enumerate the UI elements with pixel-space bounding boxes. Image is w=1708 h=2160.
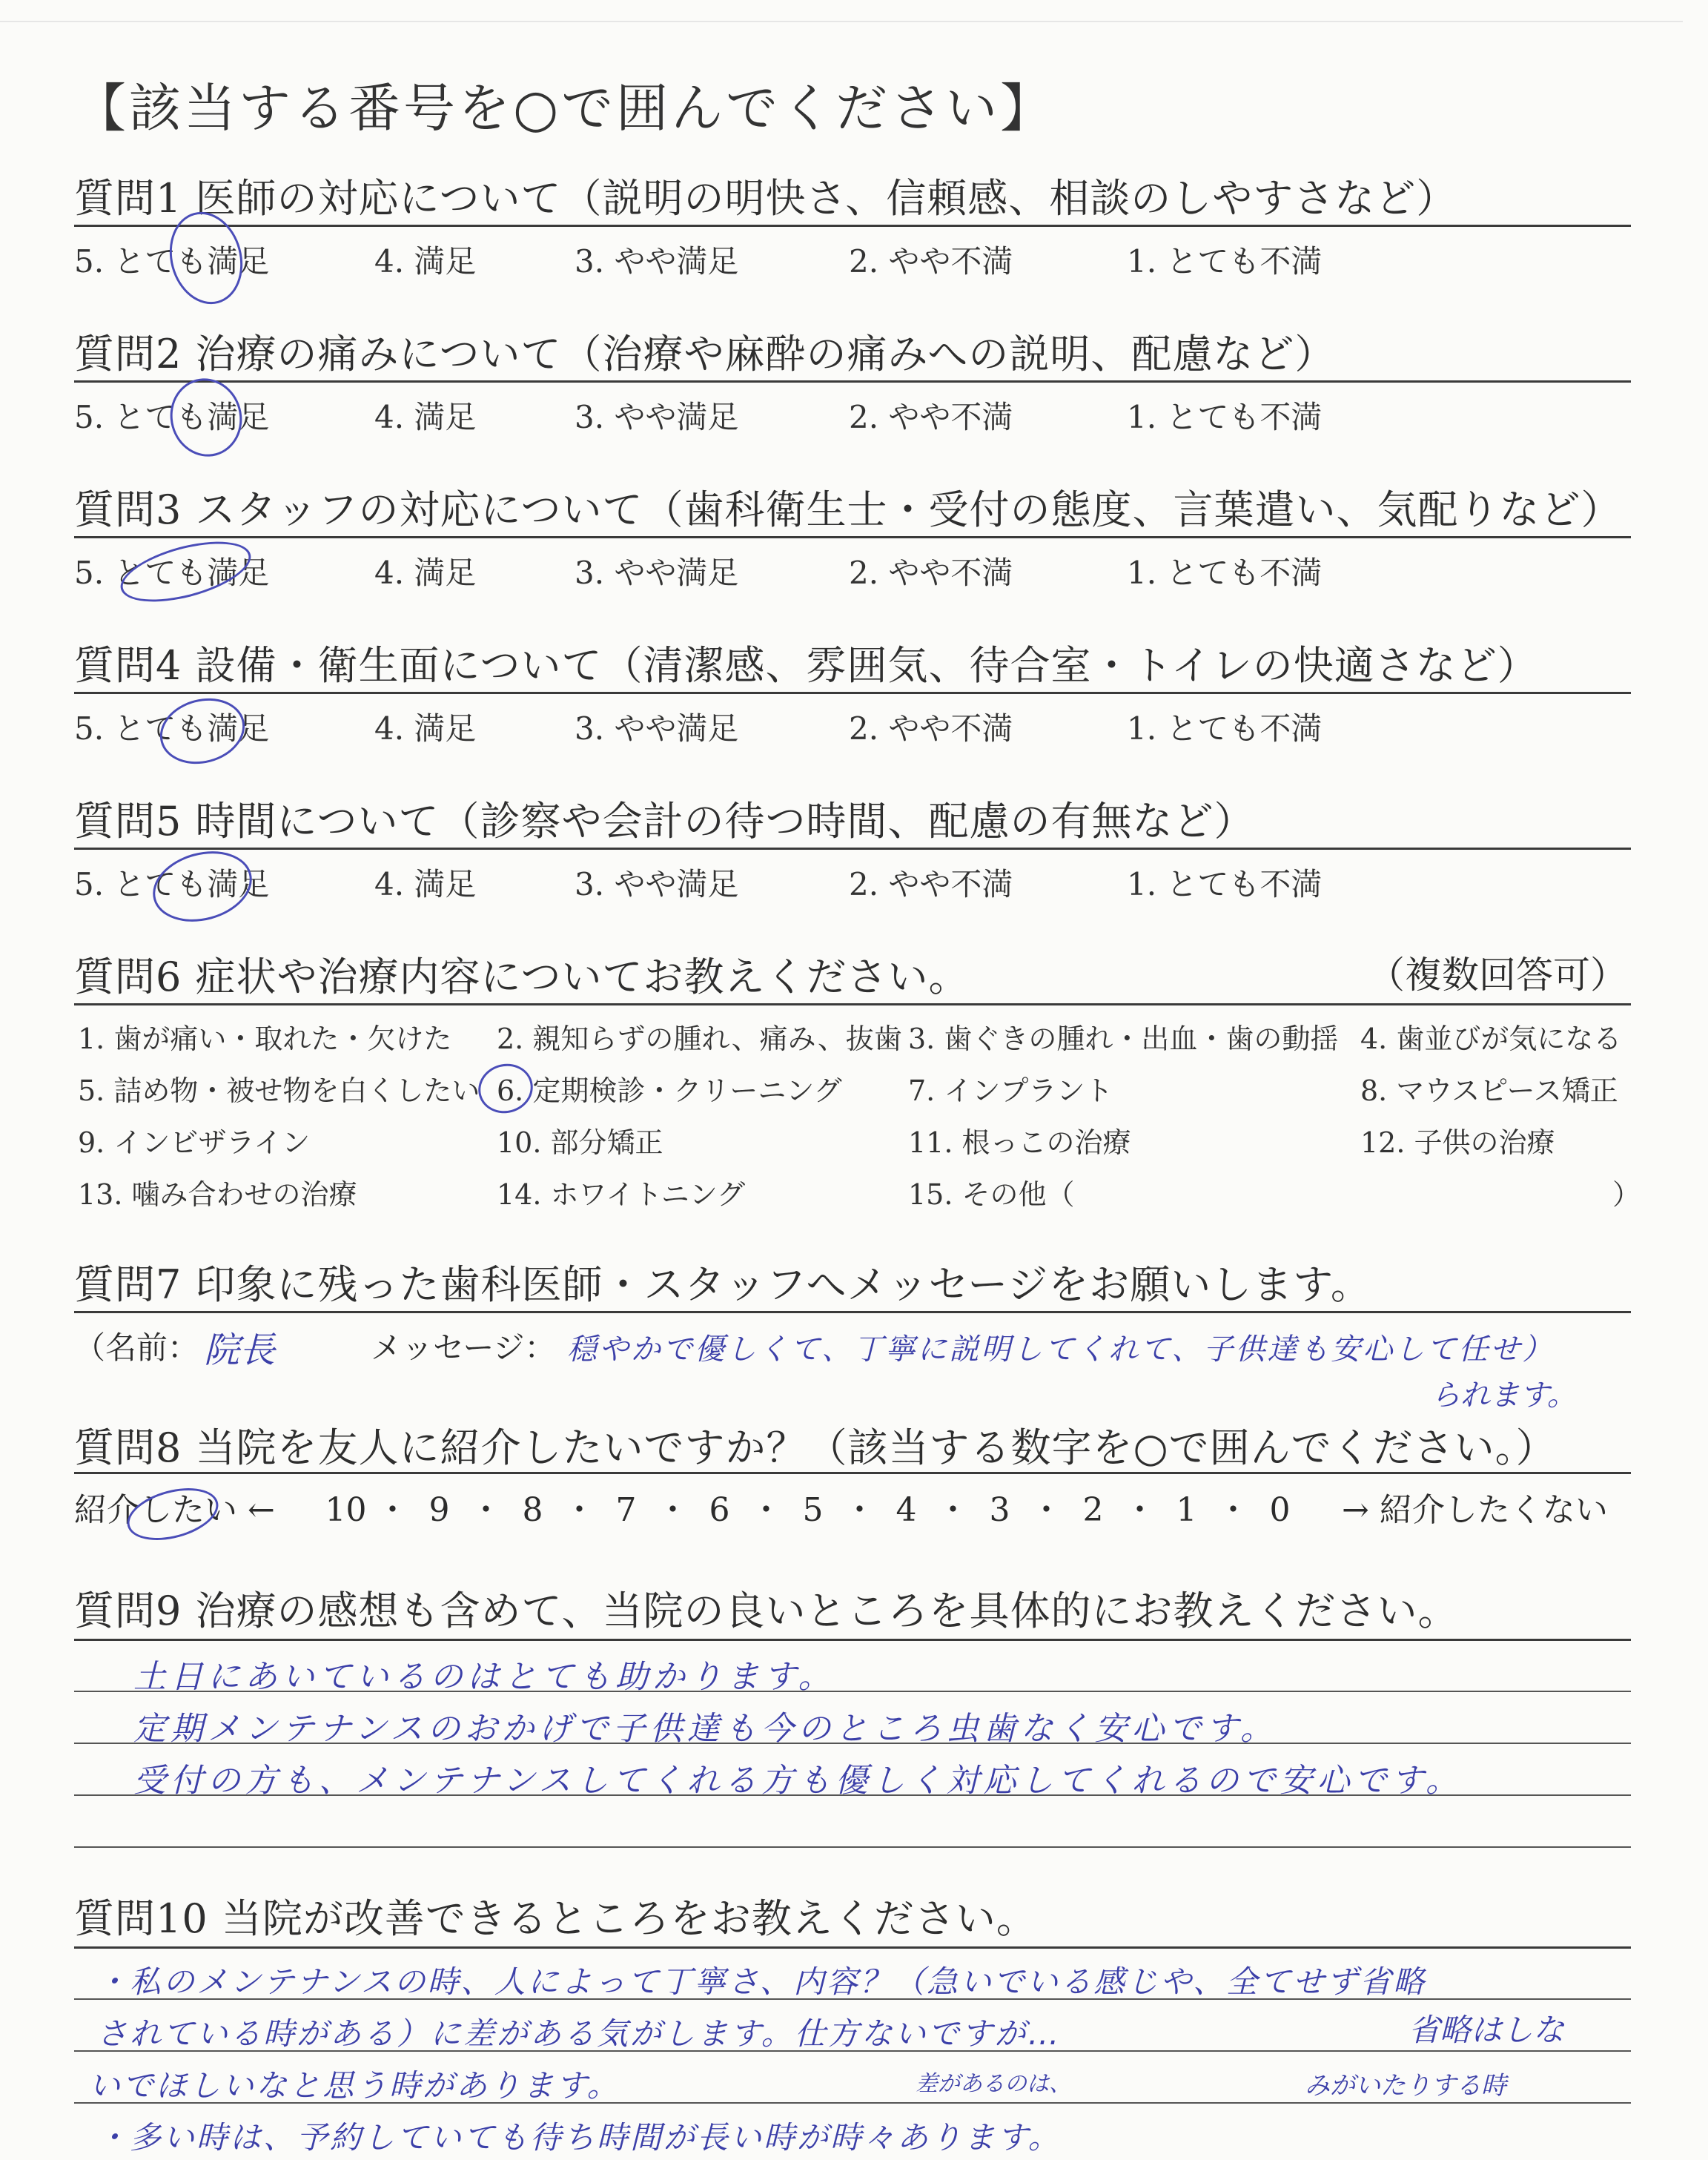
not-recommend-label: → 紹介したくない <box>1342 1491 1608 1529</box>
option-5[interactable]: 5. とても満足 <box>74 243 270 280</box>
scale-separator: ・ <box>749 1491 783 1529</box>
q6-item-15-close-paren: ） <box>1612 1178 1641 1211</box>
question-title: 質問3 スタッフの対応について（歯科衛生士・受付の態度、言葉遣い、気配りなど） <box>74 486 1622 533</box>
recommend-label: 紹介したい ← <box>74 1491 275 1529</box>
q6-item-12[interactable]: 12. 子供の治療 <box>1360 1126 1555 1159</box>
scale-value-9[interactable]: 9 <box>428 1491 450 1529</box>
question-title: 質問6 症状や治療内容についてお教えください。 <box>74 954 970 1000</box>
question-8 <box>74 1416 1631 1550</box>
divider <box>74 692 1631 694</box>
insert-text-3[interactable]: みがいたりする時 <box>1305 2071 1506 2101</box>
option-4[interactable]: 4. 満足 <box>374 866 477 902</box>
answer-line-4[interactable]: ・多い時は、予約していても待ち時間が長い時が時々あります。 <box>96 2119 1062 2156</box>
question-1 <box>74 167 1631 315</box>
insert-text-2[interactable]: 省略はしな <box>1409 2012 1565 2048</box>
option-1[interactable]: 1. とても不満 <box>1127 866 1323 902</box>
scale-value-1[interactable]: 1 <box>1176 1491 1197 1529</box>
q6-item-13[interactable]: 13. 噛み合わせの治療 <box>78 1178 357 1211</box>
selection-circle-mark <box>114 530 256 614</box>
message-line-2[interactable]: られます。 <box>1431 1378 1577 1413</box>
q6-item-5[interactable]: 5. 詰め物・被せ物を白くしたい <box>78 1074 480 1107</box>
divider <box>74 380 1631 383</box>
answer-line-3[interactable]: いでほしいなと思う時があります。 <box>89 2067 620 2104</box>
top-border-line <box>0 21 1683 22</box>
option-2[interactable]: 2. やや不満 <box>849 243 1013 280</box>
question-title: 質問8 当院を友人に紹介したいですか？（該当する数字を○で囲んでください。） <box>74 1424 1557 1471</box>
question-10 <box>74 1887 1631 2154</box>
divider <box>74 1311 1631 1313</box>
message-label: メッセージ： <box>371 1330 556 1366</box>
q6-item-6[interactable]: 6. 定期検診・クリーニング <box>497 1074 842 1107</box>
option-3[interactable]: 3. やや満足 <box>575 866 739 902</box>
option-1[interactable]: 1. とても不満 <box>1127 555 1323 591</box>
q6-item-11[interactable]: 11. 根っこの治療 <box>908 1126 1131 1159</box>
divider <box>74 1946 1631 1949</box>
option-4[interactable]: 4. 満足 <box>374 555 477 591</box>
option-3[interactable]: 3. やや満足 <box>575 243 739 280</box>
selection-circle-mark <box>153 689 252 773</box>
scale-separator: ・ <box>469 1491 503 1529</box>
answer-line-2[interactable]: 定期メンテナンスのおかげで子供達も今のところ虫歯なく安心です。 <box>133 1710 1277 1748</box>
answer-line <box>74 1846 1631 1848</box>
question-4 <box>74 634 1631 782</box>
option-5[interactable]: 5. とても満足 <box>74 399 270 435</box>
q6-item-10[interactable]: 10. 部分矯正 <box>497 1126 663 1159</box>
q6-item-4[interactable]: 4. 歯並びが気になる <box>1360 1023 1622 1055</box>
question-title: 質問4 設備・衛生面について（清潔感、雰囲気、待合室・トイレの快適さなど） <box>74 642 1538 689</box>
scale-separator: ・ <box>563 1491 596 1529</box>
scale-separator: ・ <box>376 1491 409 1529</box>
name-value[interactable]: 院長 <box>204 1330 276 1371</box>
divider <box>74 225 1631 227</box>
option-2[interactable]: 2. やや不満 <box>849 866 1013 902</box>
scale-separator: ・ <box>843 1491 876 1529</box>
scale-separator: ・ <box>936 1491 970 1529</box>
q6-item-2[interactable]: 2. 親知らずの腫れ、痛み、抜歯 <box>497 1023 902 1055</box>
selection-circle-mark <box>145 841 260 932</box>
option-4[interactable]: 4. 満足 <box>374 243 477 280</box>
selection-circle-mark <box>473 1058 539 1120</box>
option-3[interactable]: 3. やや満足 <box>575 710 739 747</box>
q6-item-9[interactable]: 9. インビザライン <box>78 1126 311 1159</box>
name-label: （名前： <box>74 1330 199 1366</box>
option-3[interactable]: 3. やや満足 <box>575 555 739 591</box>
recommend-scale <box>322 1483 1303 1530</box>
option-1[interactable]: 1. とても不満 <box>1127 399 1323 435</box>
selection-circle-mark <box>162 370 251 464</box>
question-title: 質問10 当院が改善できるところをお教えください。 <box>74 1895 1037 1942</box>
divider <box>74 536 1631 538</box>
option-2[interactable]: 2. やや不満 <box>849 710 1013 747</box>
scale-value-7[interactable]: 7 <box>615 1491 637 1529</box>
question-6 <box>74 945 1641 1227</box>
question-title: 質問1 医師の対応について（説明の明快さ、信頼感、相談のしやすさなど） <box>74 175 1457 222</box>
question-title: 質問7 印象に残った歯科医師・スタッフへメッセージをお願いします。 <box>74 1261 1371 1308</box>
scale-value-5[interactable]: 5 <box>802 1491 824 1529</box>
scale-separator: ・ <box>1123 1491 1156 1529</box>
answer-line-2[interactable]: されている時がある）に差がある気がします。仕方ないですが… <box>96 2015 1062 2052</box>
scale-separator: ・ <box>656 1491 689 1529</box>
question-2 <box>74 323 1631 471</box>
scale-value-6[interactable]: 6 <box>709 1491 730 1529</box>
option-4[interactable]: 4. 満足 <box>374 399 477 435</box>
scale-value-10[interactable]: 10 <box>325 1491 367 1529</box>
option-3[interactable]: 3. やや満足 <box>575 399 739 435</box>
message-line-1[interactable]: 穏やかで優しくて、丁寧に説明してくれて、子供達も安心して任せ） <box>567 1332 1555 1367</box>
page-title: 【該当する番号を○で囲んでください】 <box>74 78 1056 139</box>
q6-item-8[interactable]: 8. マウスピース矯正 <box>1360 1074 1618 1107</box>
question-3 <box>74 478 1631 627</box>
scale-separator: ・ <box>1030 1491 1063 1529</box>
answer-line-1[interactable]: 土日にあいているのはとても助かります。 <box>133 1658 835 1696</box>
option-5[interactable]: 5. とても満足 <box>74 555 270 591</box>
question-9 <box>74 1579 1631 1846</box>
question-title: 質問2 治療の痛みについて（治療や麻酔の痛みへの説明、配慮など） <box>74 331 1336 377</box>
divider <box>74 848 1631 850</box>
question-7 <box>74 1253 1631 1424</box>
divider <box>74 1639 1631 1641</box>
q6-item-1[interactable]: 1. 歯が痛い・取れた・欠けた <box>78 1023 452 1055</box>
divider <box>74 1003 1631 1005</box>
scale-value-4[interactable]: 4 <box>896 1491 917 1529</box>
divider <box>74 1472 1631 1474</box>
option-4[interactable]: 4. 満足 <box>374 710 477 747</box>
option-2[interactable]: 2. やや不満 <box>849 555 1013 591</box>
multiple-answers-note: （複数回答可） <box>1368 954 1627 997</box>
scale-value-0[interactable]: 0 <box>1269 1491 1291 1529</box>
insert-text-1[interactable]: 差があるのは、 <box>916 2071 1071 2097</box>
q6-item-3[interactable]: 3. 歯ぐきの腫れ・出血・歯の動揺 <box>908 1023 1339 1055</box>
answer-line-3[interactable]: 受付の方も、メンテナンスしてくれる方も優しく対応してくれるので安心です。 <box>133 1762 1463 1800</box>
option-1[interactable]: 1. とても不満 <box>1127 243 1323 280</box>
scale-separator: ・ <box>1217 1491 1250 1529</box>
q6-item-7[interactable]: 7. インプラント <box>908 1074 1113 1107</box>
question-title: 質問5 時間について（診察や会計の待つ時間、配慮の有無など） <box>74 798 1255 845</box>
q6-item-15[interactable]: 15. その他（ <box>908 1178 1075 1211</box>
scale-value-3[interactable]: 3 <box>989 1491 1010 1529</box>
question-5 <box>74 790 1631 938</box>
option-5[interactable]: 5. とても満足 <box>74 710 270 747</box>
option-2[interactable]: 2. やや不満 <box>849 399 1013 435</box>
scale-value-2[interactable]: 2 <box>1082 1491 1104 1529</box>
option-5[interactable]: 5. とても満足 <box>74 866 270 902</box>
question-title: 質問9 治療の感想も含めて、当院の良いところを具体的にお教えください。 <box>74 1588 1459 1634</box>
scale-value-8[interactable]: 8 <box>522 1491 543 1529</box>
q6-item-14[interactable]: 14. ホワイトニング <box>497 1178 746 1211</box>
answer-line-1[interactable]: ・私のメンテナンスの時、人によって丁寧さ、内容？（急いでいる感じや、全てせず省略 <box>96 1964 1427 2000</box>
option-1[interactable]: 1. とても不満 <box>1127 710 1323 747</box>
